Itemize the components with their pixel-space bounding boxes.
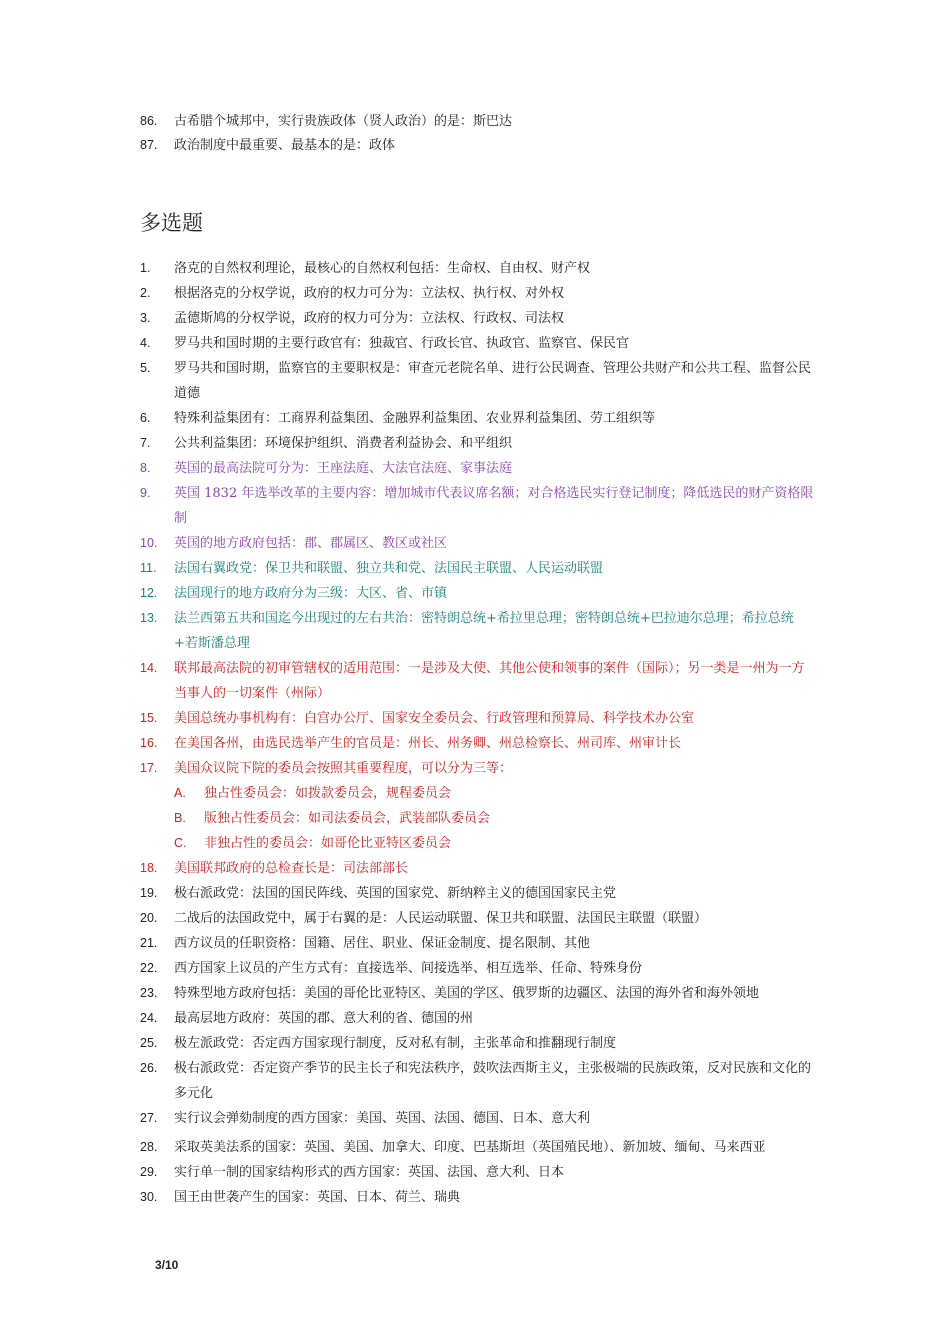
item-number: 28. <box>140 1140 158 1154</box>
item-text: 根据洛克的分权学说，政府的权力可分为：立法权、执行权、对外权 <box>174 286 565 301</box>
item-number: 15. <box>140 711 158 725</box>
item-text: 极左派政党：否定西方国家现行制度，反对私有制，主张革命和推翻现行制度 <box>174 1036 617 1051</box>
item-text: 特殊利益集团有：工商界利益集团、金融界利益集团、农业界利益集团、劳工组织等 <box>174 411 656 426</box>
item-number: 24. <box>140 1011 158 1025</box>
item-number: 21. <box>140 936 158 950</box>
item-text: 特殊型地方政府包括：美国的哥伦比亚特区、美国的学区、俄罗斯的边疆区、法国的海外省和海外领地 <box>174 986 760 1001</box>
item-number: 16. <box>140 736 158 750</box>
item-text: 洛克的自然权利理论，最核心的自然权利包括：生命权、自由权、财产权 <box>174 261 591 276</box>
item-number: 4. <box>140 336 151 350</box>
item-number: 6. <box>140 411 151 425</box>
item-number: 20. <box>140 911 158 925</box>
item-text: 美国众议院下院的委员会按照其重要程度，可以分为三等： <box>174 761 513 776</box>
item-text: 西方国家上议员的产生方式有：直接选举、间接选举、相互选举、任命、特殊身份 <box>174 961 643 976</box>
item-text: 英国 1832 年选举改革的主要内容：增加城市代表议席名额；对合格选民实行登记制度；降低选民的财产资格限制 <box>174 486 814 526</box>
item-number: 86. <box>140 114 158 128</box>
item-number: B. <box>174 811 186 825</box>
item-number: 22. <box>140 961 158 975</box>
item-text: 孟德斯鸠的分权学说，政府的权力可分为：立法权、行政权、司法权 <box>174 311 565 326</box>
item-text: 西方议员的任职资格：国籍、居住、职业、保证金制度、提名限制、其他 <box>174 936 591 951</box>
item-text: 实行议会弹劾制度的西方国家：美国、英国、法国、德国、日本、意大利 <box>174 1111 591 1126</box>
item-number: 18. <box>140 861 158 875</box>
item-number: 7. <box>140 436 151 450</box>
item-number: 10. <box>140 536 158 550</box>
item-text: 实行单一制的国家结构形式的西方国家：英国、法国、意大利、日本 <box>174 1165 565 1180</box>
item-number: 23. <box>140 986 158 1000</box>
item-number: 3. <box>140 311 151 325</box>
item-text: 极右派政党：否定资产季节的民主长子和宪法秩序，鼓吹法西斯主义，主张极端的民族政策，反对民族和文化的多元化 <box>174 1061 812 1101</box>
item-text: 美国总统办事机构有：白宫办公厅、国家安全委员会、行政管理和预算局、科学技术办公室 <box>174 711 695 726</box>
item-number: 87. <box>140 138 158 152</box>
item-text: 法国现行的地方政府分为三级：大区、省、市镇 <box>174 586 448 601</box>
item-text: 版独占性委员会：如司法委员会，武装部队委员会 <box>204 811 491 826</box>
item-number: A. <box>174 786 186 800</box>
item-text: 非独占性的委员会：如哥伦比亚特区委员会 <box>204 836 452 851</box>
item-number: 17. <box>140 761 158 775</box>
item-number: 25. <box>140 1036 158 1050</box>
item-text: 美国联邦政府的总检查长是：司法部部长 <box>174 861 409 876</box>
item-text: 英国的地方政府包括：郡、郡属区、教区或社区 <box>174 536 448 551</box>
item-text: 罗马共和国时期，监察官的主要职权是：审查元老院名单、进行公民调查、管理公共财产和公共工程、监督公民道德 <box>174 361 812 401</box>
item-number: 19. <box>140 886 158 900</box>
item-text: 联邦最高法院的初审管辖权的适用范围：一是涉及大使、其他公使和领事的案件（国际）；另一类是一州为一方当事人的一切案件（州际） <box>174 661 805 701</box>
item-text: 采取英美法系的国家：英国、美国、加拿大、印度、巴基斯坦（英国殖民地）、新加坡、缅甸、马来西亚 <box>174 1140 766 1155</box>
item-number: 2. <box>140 286 151 300</box>
item-text: 二战后的法国政党中，属于右翼的是：人民运动联盟、保卫共和联盟、法国民主联盟（联盟） <box>174 911 708 926</box>
item-text: 国王由世袭产生的国家：英国、日本、荷兰、瑞典 <box>174 1190 461 1205</box>
item-text: 法兰西第五共和国迄今出现过的左右共治：密特朗总统+希拉里总理；密特朗总统+巴拉迪尔总理；希拉总统+若斯潘总理 <box>174 611 794 651</box>
item-text: 在美国各州，由选民选举产生的官员是：州长、州务卿、州总检察长、州司库、州审计长 <box>174 736 682 751</box>
item-number: 30. <box>140 1190 158 1204</box>
item-number: 26. <box>140 1061 158 1075</box>
item-number: 11. <box>140 561 157 575</box>
item-text: 法国右翼政党：保卫共和联盟、独立共和党、法国民主联盟、人民运动联盟 <box>174 561 604 576</box>
item-text: 古希腊个城邦中，实行贵族政体（贤人政治）的是：斯巴达 <box>174 114 513 129</box>
item-number: 29. <box>140 1165 158 1179</box>
item-number: 14. <box>140 661 158 675</box>
item-text: 英国的最高法院可分为：王座法庭、大法官法庭、家事法庭 <box>174 461 513 476</box>
item-number: 5. <box>140 361 151 375</box>
item-number: 13. <box>140 611 158 625</box>
item-number: 8. <box>140 461 151 475</box>
item-text: 极右派政党：法国的国民阵线、英国的国家党、新纳粹主义的德国国家民主党 <box>174 886 617 901</box>
item-number: 1. <box>140 261 151 275</box>
item-number: 9. <box>140 486 151 500</box>
item-number: C. <box>174 836 187 850</box>
item-text: 罗马共和国时期的主要行政官有：独裁官、行政长官、执政官、监察官、保民官 <box>174 336 630 351</box>
item-text: 最高层地方政府：英国的郡、意大利的省、德国的州 <box>174 1011 474 1026</box>
item-number: 27. <box>140 1111 158 1125</box>
page-number: 3/10 <box>155 1258 179 1272</box>
item-text: 公共利益集团：环境保护组织、消费者利益协会、和平组织 <box>174 436 513 451</box>
item-number: 12. <box>140 586 158 600</box>
item-text: 独占性委员会：如拨款委员会，规程委员会 <box>204 786 452 801</box>
section-title: 多选题 <box>140 211 203 235</box>
item-text: 政治制度中最重要、最基本的是：政体 <box>174 138 396 153</box>
